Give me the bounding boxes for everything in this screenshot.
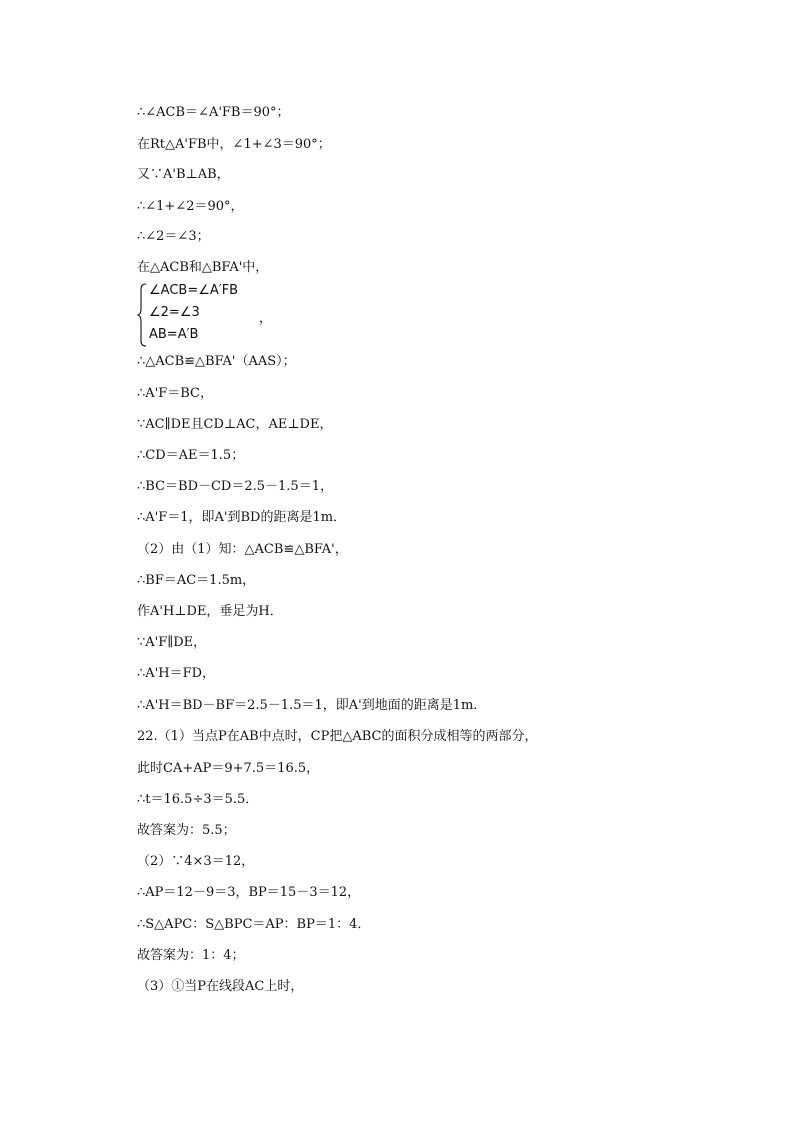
solution-line: ∴A'H＝BD－BF＝2.5－1.5＝1，即A'到地面的距离是1m． — [137, 698, 487, 713]
solution-line: 在Rt△A'FB中，∠1+∠3＝90°； — [137, 137, 331, 152]
solution-line: （2）由（1）知：△ACB≌△BFA'， — [137, 542, 348, 557]
solution-line: ∴S△APC：S△BPC＝AP：BP＝1：4． — [137, 917, 371, 932]
solution-line: ∴A'F＝BC， — [137, 386, 213, 401]
solution-line: ∴∠1+∠2＝90°， — [137, 199, 244, 214]
solution-line: ∴∠ACB＝∠A'FB＝90°； — [137, 105, 290, 120]
solution-line: （3）①当P在线段AC上时， — [137, 979, 304, 994]
equation-row: ∠2=∠3 — [149, 305, 200, 320]
solution-line: ∵AC∥DE且CD⊥AC，AE⊥DE， — [137, 417, 333, 432]
solution-line: ∴CD＝AE＝1.5； — [137, 448, 245, 463]
solution-line: ∴AP＝12－9＝3，BP＝15－3＝12， — [137, 885, 361, 900]
solution-line: 此时CA+AP＝9+7.5＝16.5， — [137, 761, 320, 776]
solution-line: ∴BC＝BD－CD＝2.5－1.5＝1， — [137, 479, 333, 494]
solution-line: 作A'H⊥DE，垂足为H． — [137, 604, 283, 619]
equation-row: ∠ACB=∠A′FB — [149, 283, 239, 298]
solution-line: ∴A'H＝FD， — [137, 666, 216, 681]
equation-system — [137, 283, 297, 347]
solution-line: ∴△ACB≌△BFA'（AAS）； — [137, 354, 296, 369]
solution-line: ∴BF＝AC＝1.5m， — [137, 573, 256, 588]
solution-line: 在△ACB和△BFA'中， — [137, 260, 269, 275]
equation-row: AB=A′B — [149, 327, 199, 342]
solution-line: 又∵A'B⊥AB， — [137, 167, 230, 182]
solution-line: 故答案为：5.5； — [137, 823, 236, 838]
solution-line: ∴A'F＝1，即A'到BD的距离是1m． — [137, 510, 347, 525]
solution-line: ∴∠2＝∠3； — [137, 229, 210, 244]
solution-line: ∵A'F∥DE， — [137, 635, 207, 650]
solution-line: ∴t＝16.5÷3＝5.5． — [137, 792, 259, 807]
solution-line: （2）∵4×3＝12， — [137, 854, 255, 869]
system-comma: ， — [259, 311, 273, 326]
solution-line: 22.（1）当点P在AB中点时，CP把△ABC的面积分成相等的两部分， — [137, 729, 538, 744]
left-brace-icon — [137, 283, 147, 347]
solution-line: 故答案为：1：4； — [137, 948, 245, 963]
